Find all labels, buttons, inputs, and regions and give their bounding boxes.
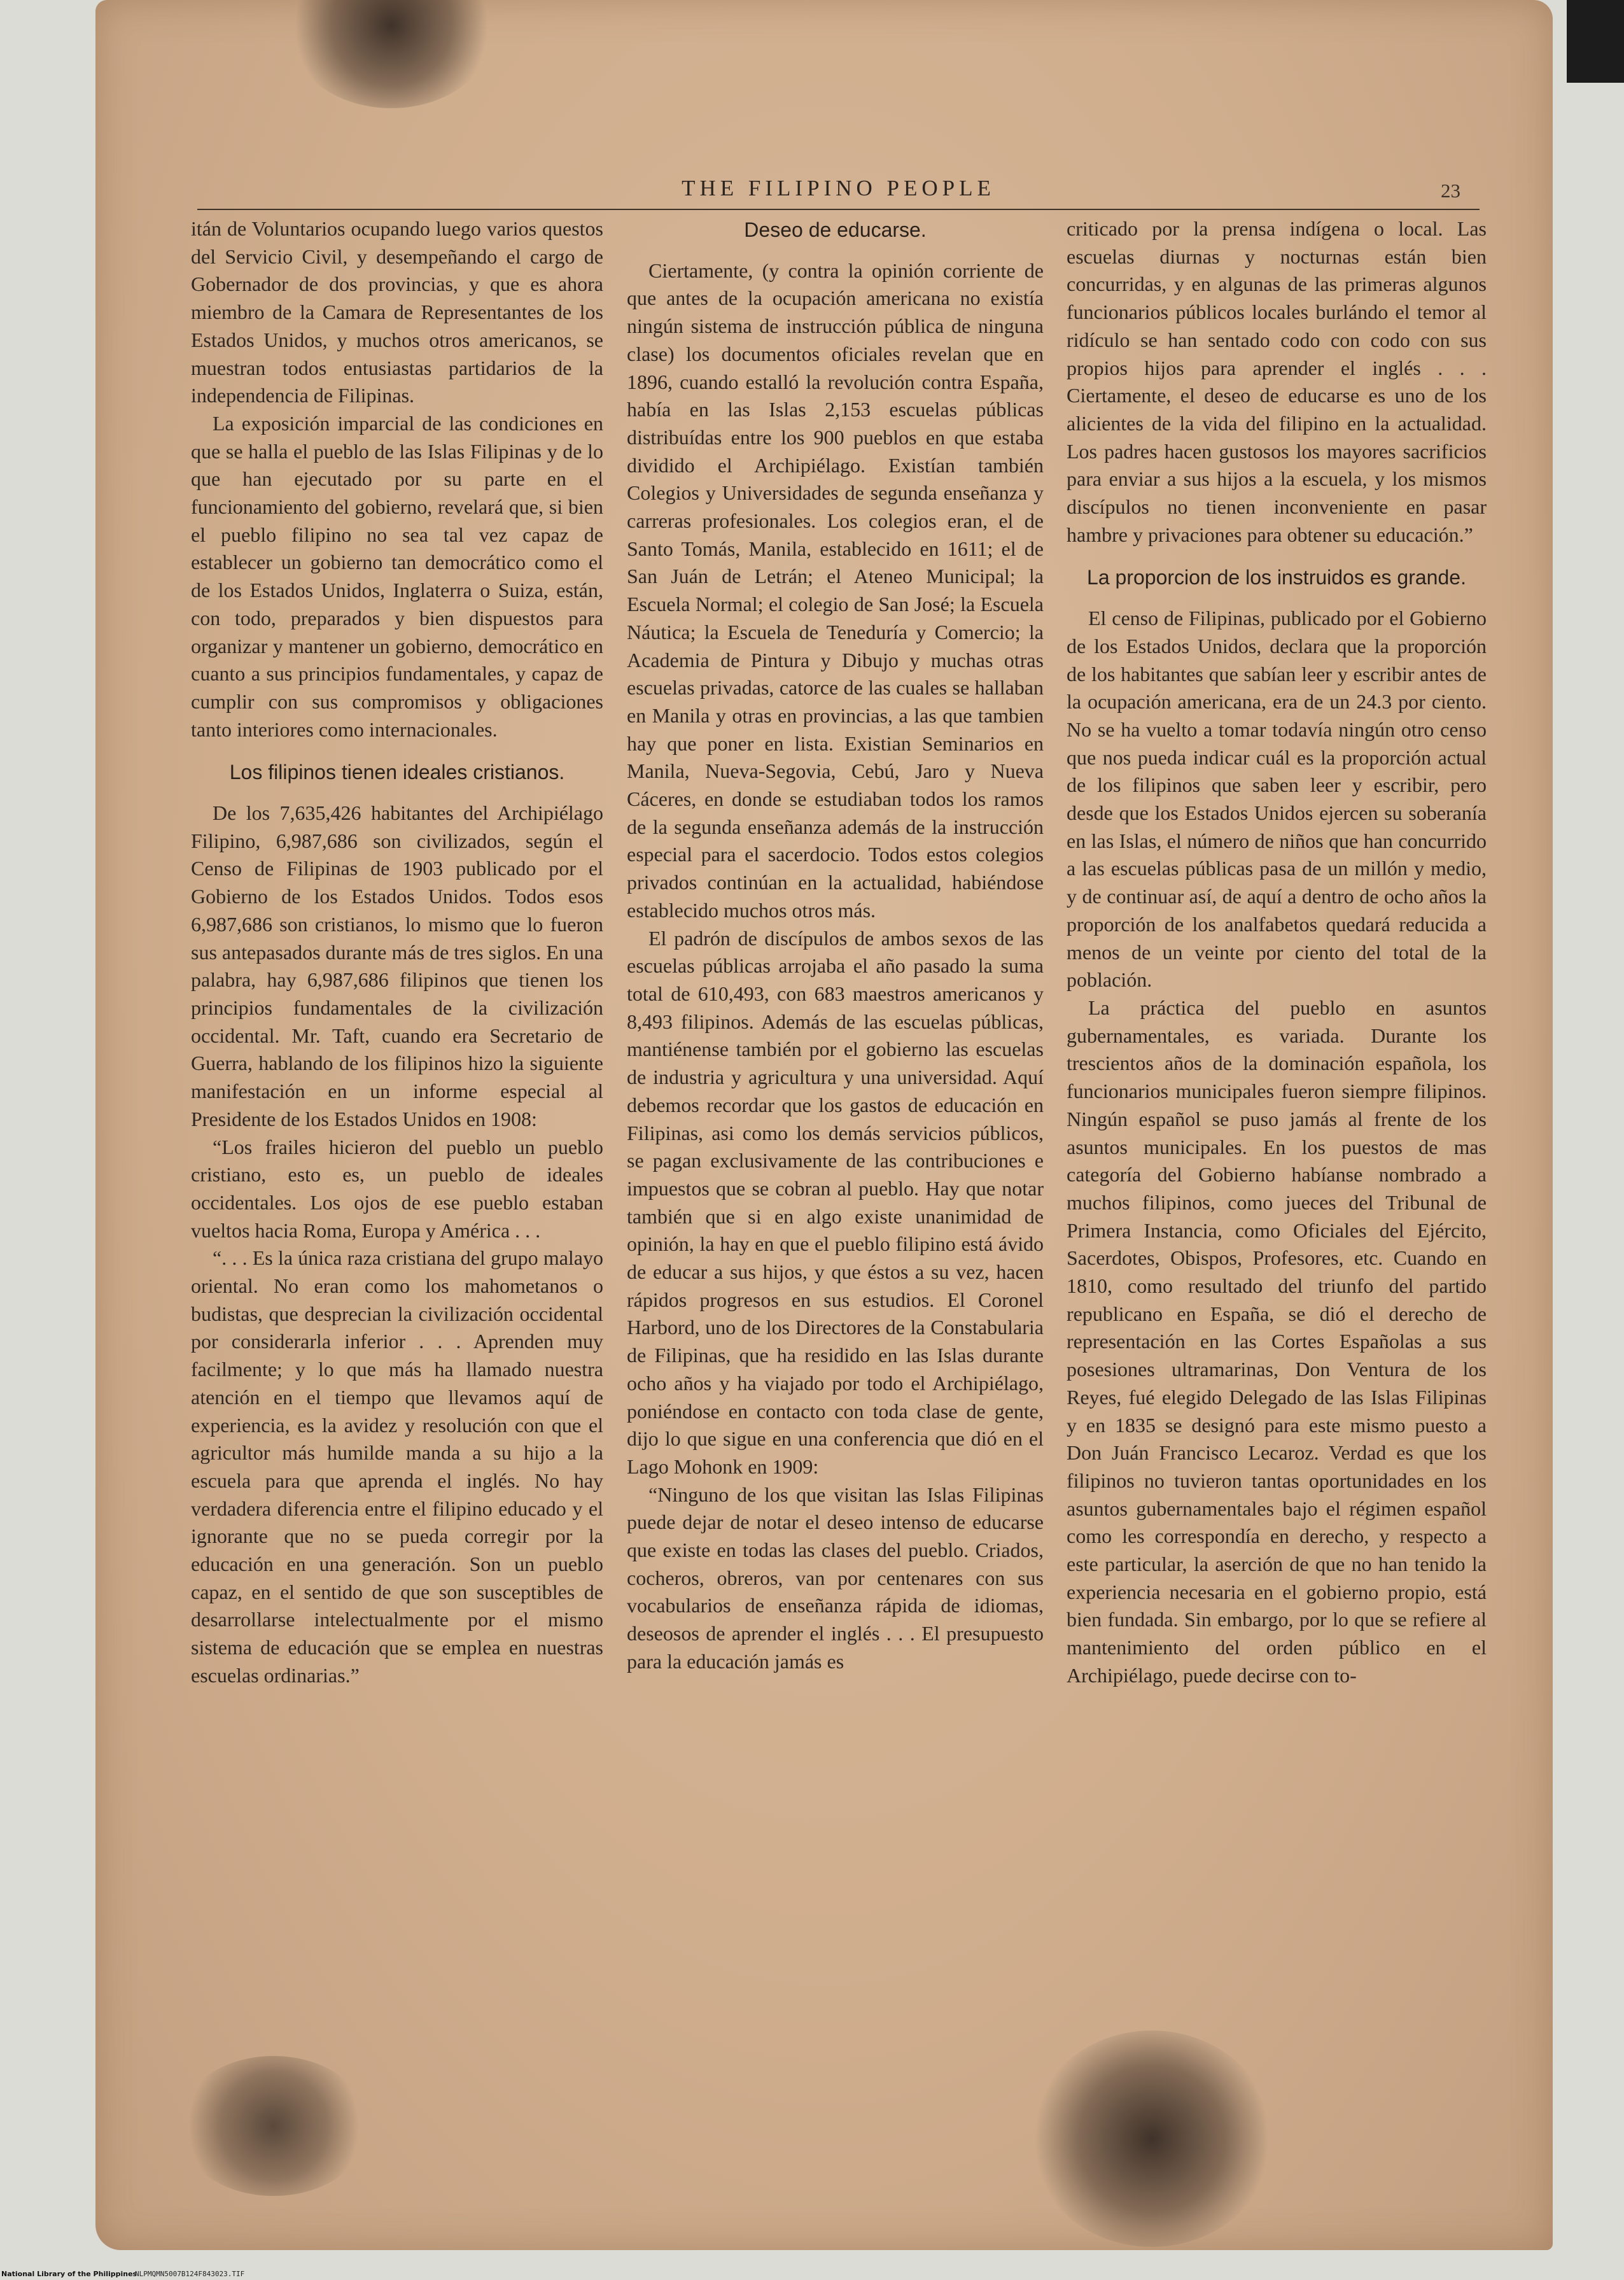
article-paragraph: El censo de Filipinas, publicado por el Gobierno de los Estados Unidos, declara que la proporción de los habitantes que sabían leer y escribir antes de la ocupación americana, era de un 24.3 por ciento. No se ha vuelto a tomar todavía ningún otro censo que nos pueda indicar cuál es la proporción actual de los filipinos que saben leer y escribir, pero desde que los Estados Unidos ejercen su soberanía en las Islas, el número de niños que han concurrido a las escuelas públicas pasa de un millón y medio, y de continuar así, de aquí a dentro de ocho años la proporción de los analfabetos quedará reducida a menos de un veinte por ciento del total de la población. xyxy=(1067,607,1487,992)
section-heading: La proporcion de los instruidos es grande. xyxy=(1087,566,1466,589)
scan-file-identifier: NLPMQMN5007B124F843023.TIF xyxy=(135,2270,245,2278)
article-paragraph: El padrón de discípulos de ambos sexos de las escuelas públicas arrojaba el año pasado la suma total de 610,493, con 683 maestros americanos y 8,493 filipinos. Además de las escuelas públicas, mantiénense también por el gobierno las escuelas de industria y agricultura y una universidad. Aquí debemos recordar que los gastos de educación en Filipinas, asi como los demás servicios públicos, se pagan exclusivamente de las contribuciones e impuestos que se cobran al pueblo. Hay que notar también que si en algo existe unanimidad de opinión, la hay en que el pueblo filipino está ávido de educar a sus hijos, y que éstos a su vez, hacen rápidos progresos en sus estudios. El Coronel Harbord, uno de los Directores de la Constabularia de Filipinas, que ha residido en las Islas durante ocho años y ha viajado por todo el Archipiélago, poniéndose en contacto con toda clase de gente, dijo lo que sigue en una conferencia que dió en el Lago Mohonk en 1909: xyxy=(627,926,1044,1478)
article-paragraph: criticado por la prensa indígena o local. Las escuelas diurnas y nocturnas están bien concurridas, y en algunas de las primeras algunos funcionarios públicos locales burlándo el temor al ridículo se han sentado codo con codo con sus propios hijos para aprender el inglés . . . Ciertamente, el deseo de educarse es uno de los alicientes de la vida del filipino en la actualidad. Los padres hacen gustosos los mayores sacrificios para enviar a sus hijos a la escuela, y los mismos discípulos no tienen inconveniente en pasar hambre y privaciones para obtener su educación.” xyxy=(1067,217,1487,546)
text-column-3 xyxy=(1067,215,1487,1690)
section-heading: Deseo de educarse. xyxy=(744,218,927,241)
ink-stain-top xyxy=(286,0,496,108)
text-column-1 xyxy=(191,215,603,1690)
article-paragraph: La exposición imparcial de las condiciones en que se halla el pueblo de las Islas Filipinas y de lo que han ejecutado por su parte en el funcionamiento del gobierno, revelará que, si bien el pueblo filipino no sea tal vez capaz de establecer un gobierno tan democrático como el de los Estados Unidos, Inglaterra o Suiza, están, con todo, preparados y bien dispuestos para organizar y mantener un gobierno, democrático en cuanto a sus principios fundamentales, y capaz de cumplir con sus compromisos y obligaciones tanto interiores como internacionales. xyxy=(191,411,603,741)
section-heading: Los filipinos tienen ideales cristianos. xyxy=(229,761,565,784)
article-paragraph: Ciertamente, (y contra la opinión corriente de que antes de la ocupación americana no existía ningún sistema de instrucción pública de ninguna clase) los documentos oficiales revelan que en 1896, cuando estalló la revolución contra España, había en las Islas 2,153 escuelas públicas distribuídas entre los 900 pueblos en que estaba dividido el Archipiélago. Existían también Colegios y Universidades de segunda enseñanza y carreras profesionales. Los colegios eran, el de Santo Tomás, Manila, establecido en 1611; el de San Juán de Letrán; el Ateneo Municipal; la Escuela Normal; el colegio de San José; la Escuela Náutica; la Escuela de Teneduría y Comercio; la Academia de Pintura y Dibujo y muchas otras escuelas privadas, catorce de las cuales se hallaban en Manila y otras en provincias, a las que tambien hay que poner en lista. Existian Seminarios en Manila, Nueva-Segovia, Cebú, Jaro y Nueva Cáceres, en donde se estudiaban todos los ramos de la segunda enseñanza además de la instrucción especial para el sacerdocio. Todos estos colegios privados continúan en la actualidad, habiéndose establecido muchos otros más. xyxy=(627,258,1044,922)
article-paragraph: “Los frailes hicieron del pueblo un pueblo cristiano, esto es, un pueblo de ideales occidentales. Los ojos de ese pueblo estaban vueltos hacia Roma, Europa y América . . . xyxy=(191,1135,603,1242)
article-paragraph: De los 7,635,426 habitantes del Archipiélago Filipino, 6,987,686 son civilizados, según el Censo de Filipinas de 1903 publicado por el Gobierno de los Estados Unidos. Todos esos 6,987,686 son cristianos, lo mismo que lo fueron sus antepasados durante más de tres siglos. En una palabra, hay 6,987,686 filipinos que tienen los principios fundamentales de la civilización occidental. Mr. Taft, cuando era Secretario de Guerra, hablando de los filipinos hizo la siguiente manifestación en un informe especial al Presidente de los Estados Unidos en 1908: xyxy=(191,801,603,1130)
article-paragraph: “Ninguno de los que visitan las Islas Filipinas puede dejar de notar el deseo intenso de educarse que existe en todas las clases del pueblo. Criados, cocheros, obreros, van por centenares con sus vocabularios de enseñanza rápida de idiomas, deseosos de aprender el inglés . . . El presupuesto para la educación jamás es xyxy=(627,1482,1044,1673)
running-head xyxy=(197,171,1480,210)
ink-stain-bottom-right xyxy=(1031,2030,1273,2247)
scan-calibration-patch xyxy=(1567,0,1624,83)
article-paragraph: itán de Voluntarios ocupando luego varios questos del Servicio Civil, y desempeñando el cargo de Gobernador de dos provincias, y que es ahora miembro de la Camara de Representantes de los Estados Unidos, y muchos otros americanos, se muestran todos entusiastas partidarios de la independencia de Filipinas. xyxy=(191,217,603,407)
article-paragraph: “. . . Es la única raza cristiana del grupo malayo oriental. No eran como los mahometanos o budistas, que desprecian la civilización occidental por considerarla inferior . . . Aprenden muy facilmente; y lo que más ha llamado nuestra atención en el tiempo que llevamos aquí de experiencia, es la avidez y resolución con que el agricultor más humilde manda a su hijo a la escuela para que aprenda el inglés. No hay verdadera diferencia entre el filipino educado y el ignorante que no se pueda corregir por la educación en una generación. Son un pueblo capaz, en el sentido de que son susceptibles de desarrollarse intelectualmente por el mismo sistema de educación que se emplea en nuestras escuelas ordinarias.” xyxy=(191,1246,603,1687)
ink-stain-bottom-left xyxy=(178,2056,369,2196)
article-paragraph: La práctica del pueblo en asuntos gubernamentales, es variada. Durante los trescientos años de la dominación española, los funcionarios municipales fueron siempre filipinos. Ningún español se puso jamás al frente de los asuntos municipales. En los puestos de mas categoría del Gobierno habíanse nombrado a muchos filipinos, como jueces del Tribunal de Primera Instancia, como Oficiales del Ejército, Sacerdotes, Obispos, Profesores, etc. Cuando en 1810, como resultado del triunfo del partido republicano en España, se dió el derecho de representación en las Cortes Españolas a sus posesiones ultramarinas, Don Ventura de los Reyes, fué elegido Delegado de las Islas Filipinas y en 1835 se designó para este mismo puesto a Don Juán Francisco Lecaroz. Verdad es que los filipinos no tuvieron tantas oportunidades en los asuntos gubernamentales bajo el régimen español como les correspondía en derecho, y respecto a este particular, la aserción de que no han tenido la experiencia necesaria en el gobierno propio, está bien fundada. Sin embargo, por lo que se refiere al mantenimiento del orden público en el Archipiélago, puede decirse con to- xyxy=(1067,996,1487,1687)
page-number: 23 xyxy=(1441,179,1460,202)
archive-credit: National Library of the Philippines xyxy=(1,2270,137,2278)
text-column-2 xyxy=(627,215,1044,1676)
publication-title: THE FILIPINO PEOPLE xyxy=(682,176,995,201)
